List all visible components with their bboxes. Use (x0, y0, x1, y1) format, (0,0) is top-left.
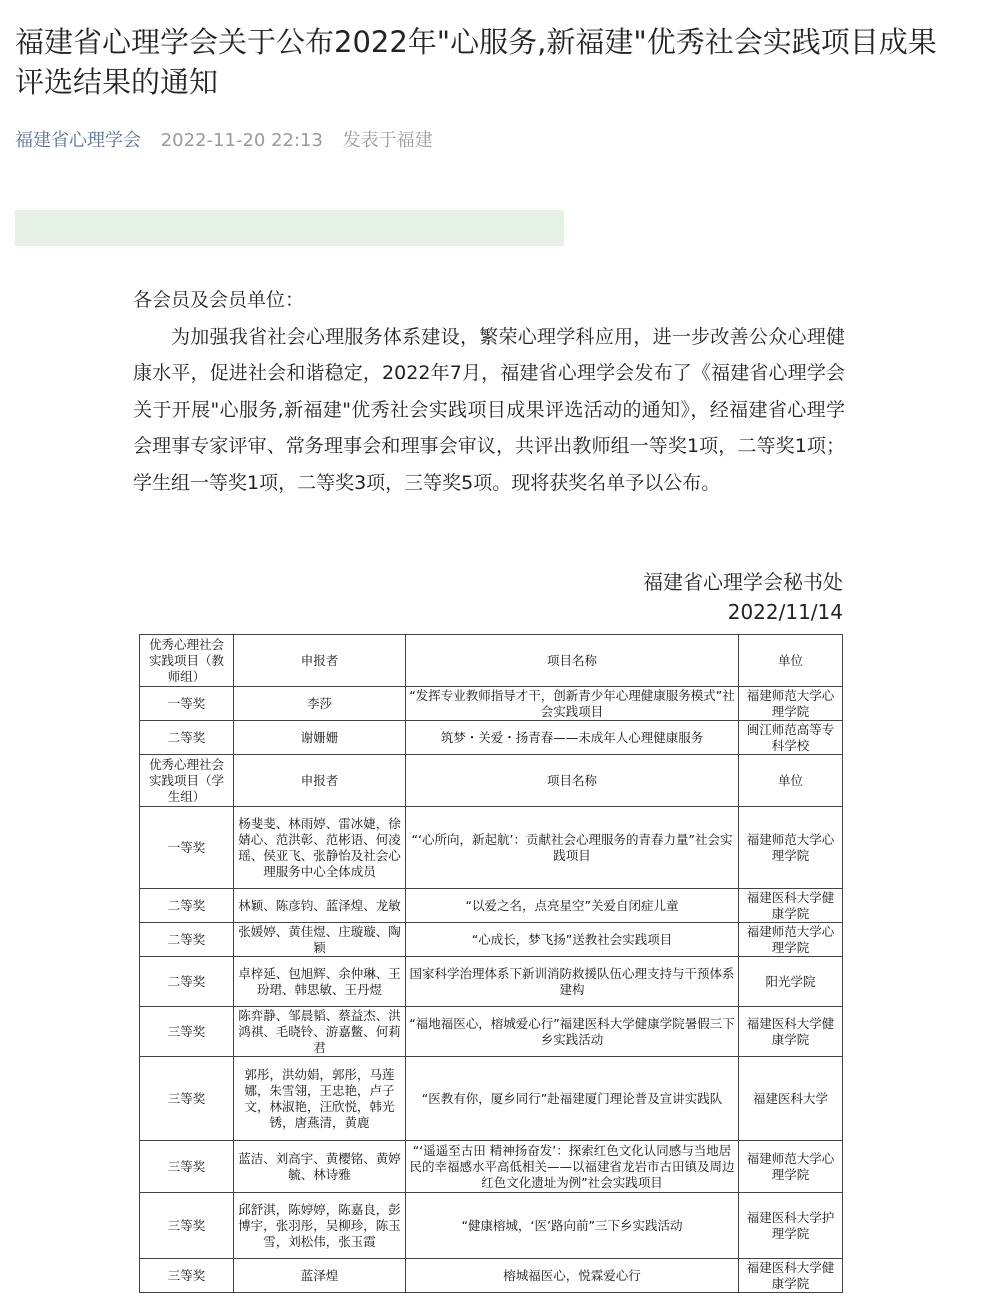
project-cell: “‘心所向，新起航’：贡献社会心理服务的青春力量”社会实践项目 (406, 807, 739, 889)
project-cell: “以爱之名，点亮星空”关爱自闭症儿童 (406, 889, 739, 923)
unit-cell: 福建医科大学 (739, 1057, 843, 1141)
applicant-cell: 蓝泽煌 (234, 1259, 406, 1293)
header-cell: 项目名称 (406, 755, 739, 807)
sign-date: 2022/11/14 (727, 600, 843, 624)
project-cell: “心成长，梦飞扬”送教社会实践项目 (406, 923, 739, 957)
header-cell: 优秀心理社会实践项目（学生组） (140, 755, 234, 807)
applicant-cell: 卓梓延、包旭辉、余仲琳、王玢珺、韩思敏、王丹煜 (234, 957, 406, 1007)
header-cell: 单位 (739, 635, 843, 687)
project-cell: “医教有你，厦乡同行”赴福建厦门理论普及宣讲实践队 (406, 1057, 739, 1141)
unit-cell: 福建师范大学心理学院 (739, 807, 843, 889)
article-title: 福建省心理学会关于公布2022年"心服务,新福建"优秀社会实践项目成果评选结果的通知 (15, 25, 937, 99)
applicant-cell: 陈弈静、邹晨韬、蔡益杰、洪鸿祺、毛晓铃、游嘉鳖、何莉君 (234, 1007, 406, 1057)
unit-cell: 福建医科大学健康学院 (739, 1259, 843, 1293)
prize-cell: 三等奖 (140, 1007, 234, 1057)
prize-cell: 三等奖 (140, 1057, 234, 1141)
prize-cell: 二等奖 (140, 923, 234, 957)
prize-cell: 二等奖 (140, 889, 234, 923)
unit-cell: 福建医科大学护理学院 (739, 1193, 843, 1259)
unit-cell: 福建医科大学健康学院 (739, 1007, 843, 1057)
table-header-row (140, 755, 843, 807)
unit-cell: 福建医科大学健康学院 (739, 889, 843, 923)
prize-cell: 三等奖 (140, 1141, 234, 1193)
project-cell: 榕城福医心，悦霖爱心行 (406, 1259, 739, 1293)
signer: 福建省心理学会秘书处 (643, 570, 843, 594)
table-row (140, 889, 843, 923)
applicant-cell: 林颖、陈彦钧、蓝泽煌、龙敏 (234, 889, 406, 923)
table-row (140, 957, 843, 1007)
unit-cell: 阳光学院 (739, 957, 843, 1007)
table-row (140, 721, 843, 755)
table-row (140, 807, 843, 889)
salutation: 各会员及会员单位： (133, 289, 305, 311)
table-header-row (140, 635, 843, 687)
prize-cell: 一等奖 (140, 687, 234, 721)
project-cell: “健康榕城，‘医’路向前”三下乡实践活动 (406, 1193, 739, 1259)
table-row (140, 923, 843, 957)
applicant-cell: 蓝洁、刘高宇、黄樱铭、黄婷毓、林诗雅 (234, 1141, 406, 1193)
project-cell: “‘遥遥至古田 精神扬奋发’：探索红色文化认同感与当地居民的幸福感水平高低相关——以福建省龙岩市古田镇及周边红色文化遗址为例”社会实践项目 (406, 1141, 739, 1193)
award-table (139, 634, 843, 1293)
prize-cell: 二等奖 (140, 721, 234, 755)
publish-location: 发表于福建 (342, 130, 433, 151)
prize-cell: 一等奖 (140, 807, 234, 889)
project-cell: “福地福医心，榕城爱心行”福建医科大学健康学院暑假三下乡实践活动 (406, 1007, 739, 1057)
body-paragraph: 为加强我省社会心理服务体系建设，繁荣心理学科应用，进一步改善公众心理健康水平，促进社会和谐稳定，2022年7月，福建省心理学会发布了《福建省心理学会关于开展"心服务,新福建"优秀社会实践项目成果评选活动的通知》，经福建省心理学会理事专家评审、常务理事会和理事会审议，共评出教师组一等奖1项，二等奖1项；学生组一等奖1项，二等奖3项，三等奖5项。现将获奖名单予以公布。 (133, 325, 845, 494)
applicant-cell: 杨斐斐、林雨婷、雷冰婕，徐婧心、范洪彰、范彬语、何凌瑶、侯亚飞、张静怡及社会心理服务中心全体成员 (234, 807, 406, 889)
applicant-cell: 张媛婷、黄佳煜、庄璇璇、陶颖 (234, 923, 406, 957)
applicant-cell: 郭彤，洪幼娟，郭彤，马莲娜，朱雪翎，王忠艳，卢子文，林淑艳，汪欣悦，韩光锈，唐燕清，黄鹿 (234, 1057, 406, 1141)
table-row (140, 1141, 843, 1193)
author-link[interactable]: 福建省心理学会 (15, 130, 141, 151)
unit-cell: 福建师范大学心理学院 (739, 687, 843, 721)
unit-cell: 福建师范大学心理学院 (739, 923, 843, 957)
unit-cell: 闽江师范高等专科学校 (739, 721, 843, 755)
table-row (140, 1259, 843, 1293)
project-cell: 国家科学治理体系下新训消防救援队伍心理支持与干预体系建构 (406, 957, 739, 1007)
applicant-cell: 邱舒淇，陈婷婷，陈嘉良，彭博宇，张羽彤，吴柳珍，陈玉雪，刘松伟，张玉霞 (234, 1193, 406, 1259)
letter-body (133, 282, 845, 501)
header-cell: 申报者 (234, 635, 406, 687)
applicant-cell: 谢姗姗 (234, 721, 406, 755)
table-row (140, 687, 843, 721)
applicant-cell: 李莎 (234, 687, 406, 721)
article-meta (15, 126, 447, 152)
header-cell: 申报者 (234, 755, 406, 807)
header-cell: 项目名称 (406, 635, 739, 687)
table-row (140, 1193, 843, 1259)
publish-datetime: 2022-11-20 22:13 (160, 130, 323, 151)
prize-cell: 三等奖 (140, 1259, 234, 1293)
prize-cell: 二等奖 (140, 957, 234, 1007)
header-cell: 优秀心理社会实践项目（教师组） (140, 635, 234, 687)
header-cell: 单位 (739, 755, 843, 807)
banner-placeholder (15, 210, 564, 246)
project-cell: “发挥专业教师指导才干，创新青少年心理健康服务模式”社会实践项目 (406, 687, 739, 721)
project-cell: 筑梦・关爱・扬青春——未成年人心理健康服务 (406, 721, 739, 755)
prize-cell: 三等奖 (140, 1193, 234, 1259)
unit-cell: 福建师范大学心理学院 (739, 1141, 843, 1193)
table-row (140, 1057, 843, 1141)
table-row (140, 1007, 843, 1057)
